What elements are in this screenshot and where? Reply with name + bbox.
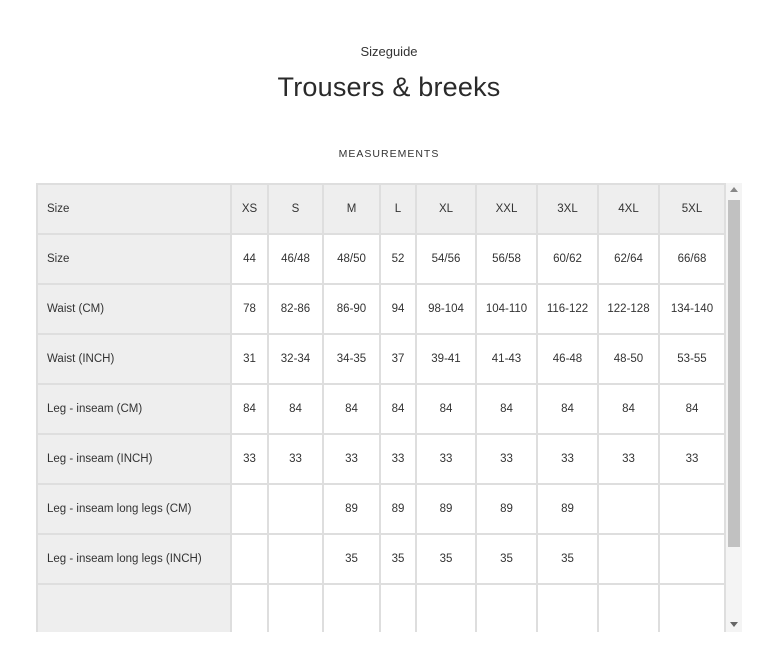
size-header-cell: L bbox=[380, 184, 416, 234]
table-cell: 89 bbox=[537, 484, 598, 534]
table-cell: 37 bbox=[380, 334, 416, 384]
table-cell: 66/68 bbox=[659, 234, 725, 284]
table-cell: 35 bbox=[537, 534, 598, 584]
table-cell bbox=[268, 484, 323, 534]
section-label: MEASUREMENTS bbox=[338, 148, 440, 160]
table-cell: 34-35 bbox=[323, 334, 380, 384]
row-label bbox=[37, 584, 231, 632]
size-table bbox=[36, 183, 726, 632]
scroll-thumb[interactable] bbox=[728, 200, 740, 547]
table-row bbox=[37, 484, 725, 534]
table-cell bbox=[323, 584, 380, 632]
table-cell: 33 bbox=[476, 434, 537, 484]
table-cell: 94 bbox=[380, 284, 416, 334]
table-cell: 84 bbox=[659, 384, 725, 434]
table-cell bbox=[537, 584, 598, 632]
table-cell bbox=[598, 534, 659, 584]
table-row bbox=[37, 234, 725, 284]
table-cell: 33 bbox=[416, 434, 476, 484]
scroll-down-arrow-icon[interactable] bbox=[730, 622, 738, 627]
row-label: Waist (INCH) bbox=[37, 334, 231, 384]
table-cell: 33 bbox=[323, 434, 380, 484]
table-cell: 89 bbox=[323, 484, 380, 534]
table-cell bbox=[380, 584, 416, 632]
size-header-cell: 3XL bbox=[537, 184, 598, 234]
table-cell: 116-122 bbox=[537, 284, 598, 334]
row-label: Size bbox=[37, 184, 231, 234]
table-cell: 98-104 bbox=[416, 284, 476, 334]
table-cell bbox=[231, 484, 268, 534]
table-cell bbox=[231, 584, 268, 632]
vertical-scrollbar[interactable] bbox=[726, 183, 742, 632]
size-header-cell: M bbox=[323, 184, 380, 234]
table-cell bbox=[659, 534, 725, 584]
table-cell: 33 bbox=[380, 434, 416, 484]
table-row bbox=[37, 384, 725, 434]
table-cell bbox=[268, 584, 323, 632]
table-cell: 84 bbox=[598, 384, 659, 434]
table-cell: 86-90 bbox=[323, 284, 380, 334]
table-cell: 54/56 bbox=[416, 234, 476, 284]
table-cell: 35 bbox=[476, 534, 537, 584]
row-label: Leg - inseam long legs (INCH) bbox=[37, 534, 231, 584]
table-cell bbox=[231, 534, 268, 584]
table-cell: 134-140 bbox=[659, 284, 725, 334]
size-header-cell: 5XL bbox=[659, 184, 725, 234]
table-cell: 46-48 bbox=[537, 334, 598, 384]
table-cell: 84 bbox=[231, 384, 268, 434]
table-cell: 53-55 bbox=[659, 334, 725, 384]
table-cell: 89 bbox=[476, 484, 537, 534]
table-cell: 33 bbox=[537, 434, 598, 484]
page-subtitle: Sizeguide bbox=[360, 44, 418, 59]
size-table-body bbox=[37, 184, 725, 632]
table-row bbox=[37, 334, 725, 384]
size-header-cell: S bbox=[268, 184, 323, 234]
table-cell: 104-110 bbox=[476, 284, 537, 334]
table-cell: 35 bbox=[323, 534, 380, 584]
table-cell bbox=[268, 534, 323, 584]
row-label: Leg - inseam (CM) bbox=[37, 384, 231, 434]
size-header-cell: XL bbox=[416, 184, 476, 234]
table-cell: 48/50 bbox=[323, 234, 380, 284]
table-cell: 84 bbox=[416, 384, 476, 434]
table-cell: 56/58 bbox=[476, 234, 537, 284]
table-cell: 44 bbox=[231, 234, 268, 284]
table-cell: 84 bbox=[537, 384, 598, 434]
table-cell: 33 bbox=[268, 434, 323, 484]
table-cell: 62/64 bbox=[598, 234, 659, 284]
table-cell: 82-86 bbox=[268, 284, 323, 334]
table-cell: 41-43 bbox=[476, 334, 537, 384]
table-cell bbox=[598, 484, 659, 534]
table-cell: 33 bbox=[231, 434, 268, 484]
row-label: Size bbox=[37, 234, 231, 284]
table-cell: 48-50 bbox=[598, 334, 659, 384]
table-cell: 52 bbox=[380, 234, 416, 284]
table-cell: 84 bbox=[323, 384, 380, 434]
table-header-row bbox=[37, 184, 725, 234]
size-header-cell: XXL bbox=[476, 184, 537, 234]
table-cell: 89 bbox=[380, 484, 416, 534]
size-header-cell: XS bbox=[231, 184, 268, 234]
table-row bbox=[37, 584, 725, 632]
table-cell bbox=[659, 484, 725, 534]
table-cell: 60/62 bbox=[537, 234, 598, 284]
table-cell: 35 bbox=[380, 534, 416, 584]
size-table-container[interactable] bbox=[36, 183, 726, 632]
table-cell bbox=[598, 584, 659, 632]
table-cell: 84 bbox=[380, 384, 416, 434]
table-cell: 84 bbox=[268, 384, 323, 434]
table-row bbox=[37, 534, 725, 584]
page-title: Trousers & breeks bbox=[277, 72, 501, 102]
table-cell: 84 bbox=[476, 384, 537, 434]
row-label: Leg - inseam long legs (CM) bbox=[37, 484, 231, 534]
table-cell bbox=[476, 584, 537, 632]
row-label: Waist (CM) bbox=[37, 284, 231, 334]
table-cell: 33 bbox=[598, 434, 659, 484]
table-cell: 35 bbox=[416, 534, 476, 584]
size-header-cell: 4XL bbox=[598, 184, 659, 234]
table-cell: 78 bbox=[231, 284, 268, 334]
table-cell bbox=[659, 584, 725, 632]
row-label: Leg - inseam (INCH) bbox=[37, 434, 231, 484]
table-cell: 32-34 bbox=[268, 334, 323, 384]
table-row bbox=[37, 284, 725, 334]
table-cell: 89 bbox=[416, 484, 476, 534]
table-cell: 122-128 bbox=[598, 284, 659, 334]
table-row bbox=[37, 434, 725, 484]
table-cell bbox=[416, 584, 476, 632]
table-cell: 31 bbox=[231, 334, 268, 384]
scroll-up-arrow-icon[interactable] bbox=[730, 187, 738, 192]
table-cell: 39-41 bbox=[416, 334, 476, 384]
table-cell: 33 bbox=[659, 434, 725, 484]
table-cell: 46/48 bbox=[268, 234, 323, 284]
